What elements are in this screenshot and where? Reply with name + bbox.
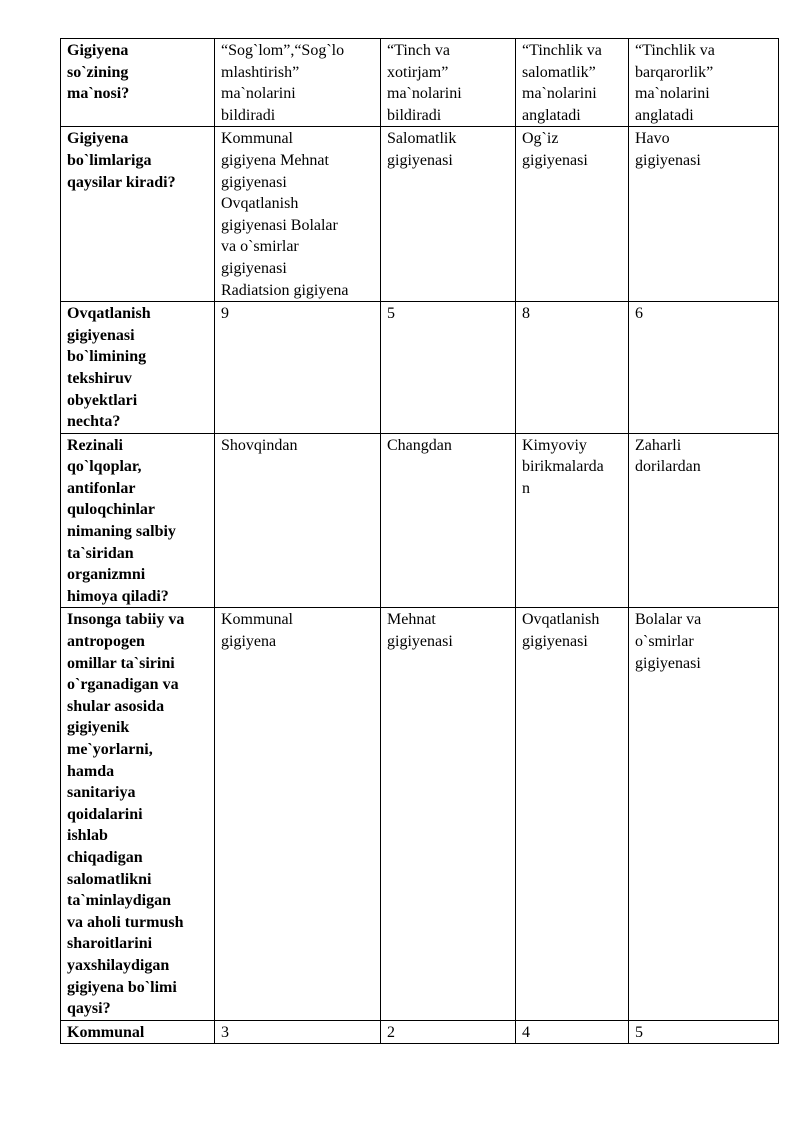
answer-text-line: “Tinch va [387,42,450,59]
question-text-line: ta`minlaydigan [67,892,172,910]
answer-text-line: Kommunal [221,130,293,148]
question-text-line: sanitariya [67,784,136,802]
answer-option-4-cell [629,433,779,608]
question-cell [61,608,215,1020]
answer-text-line: Radiatsion gigiyena [221,281,349,299]
answer-text-line: gigiyenasi [635,151,701,169]
quiz-table-body [61,39,779,1044]
question-text-line: himoya qiladi? [67,587,169,605]
question-text-line: me`yorlarni, [67,741,153,758]
answer-option-3-cell [516,39,629,127]
answer-option-3-cell [516,1020,629,1044]
answer-option-1-cell [215,608,381,1020]
question-text-line: antropogen [67,633,145,651]
answer-option-4-cell [629,302,779,434]
question-text-line: sharoitlarini [67,935,153,953]
question-cell [61,433,215,608]
question-text-line: gigiyenik [67,719,130,737]
answer-option-2-cell [381,608,516,1020]
question-cell [61,302,215,434]
answer-text-line: 5 [387,305,395,323]
answer-text-line: “Sog`lom”,“Sog`lo [221,42,345,59]
question-text-line: ishlab [67,827,108,845]
answer-option-1-cell [215,302,381,434]
question-cell [61,127,215,302]
answer-option-3-cell [516,127,629,302]
answer-text-line: anglatadi [635,106,694,124]
answer-text-line: “Tinchlik va [522,42,602,59]
question-text-line: bo`limining [67,348,147,366]
answer-text-line: Havo [635,130,670,148]
question-text-line: obyektlari [67,391,138,409]
question-text-line: hamda [67,762,115,780]
answer-text-line: 4 [522,1023,530,1041]
answer-option-1-cell [215,39,381,127]
question-text-line: salomatlikni [67,870,152,888]
table-row [61,1020,779,1044]
question-text-line: antifonlar [67,479,136,497]
answer-text-line: 2 [387,1023,395,1041]
answer-text-line: mlashtirish” [221,63,300,81]
question-text-line: ta`siridan [67,544,134,562]
question-text-line: gigiyena bo`limi [67,978,177,996]
answer-option-4-cell [629,127,779,302]
quiz-table [60,38,779,1044]
question-text-line: gigiyenasi [67,326,135,344]
answer-text-line: Bolalar va [635,611,702,629]
answer-option-1-cell [215,127,381,302]
question-text-line: yaxshilaydigan [67,956,170,974]
answer-text-line: Zaharli [635,436,682,454]
answer-option-4-cell [629,1020,779,1044]
answer-option-2-cell [381,1020,516,1044]
answer-text-line: barqarorlik” [635,63,714,81]
answer-text-line: gigiyenasi [387,151,453,169]
answer-text-line: gigiyena [221,633,277,651]
answer-text-line: Kimyoviy [522,436,587,454]
answer-text-line: gigiyenasi [635,654,701,672]
answer-text-line: Shovqindan [221,436,298,454]
answer-text-line: Changdan [387,436,452,454]
answer-text-line: ma`nolarini [635,85,710,103]
answer-text-line: birikmalarda [522,458,604,476]
answer-option-2-cell [381,127,516,302]
answer-option-1-cell [215,1020,381,1044]
answer-text-line: bildiradi [387,106,442,124]
answer-option-3-cell [516,433,629,608]
answer-text-line: gigiyenasi [221,173,287,191]
table-row [61,39,779,127]
question-text-line: tekshiruv [67,369,132,387]
answer-option-4-cell [629,608,779,1020]
answer-text-line: gigiyenasi Bolalar [221,216,338,234]
answer-text-line: 5 [635,1023,643,1041]
answer-text-line: n [522,479,530,497]
table-row [61,127,779,302]
answer-text-line: dorilardan [635,458,701,476]
question-text-line: organizmni [67,566,146,584]
question-text-line: quloqchinlar [67,501,156,519]
answer-text-line: gigiyena Mehnat [221,151,329,169]
answer-text-line: ma`nolarini [387,85,462,103]
question-text-line: Insonga tabiiy va [67,611,185,629]
answer-text-line: gigiyenasi [387,633,453,651]
answer-text-line: ma`nolarini [221,85,296,103]
answer-text-line: bildiradi [221,106,276,124]
question-text-line: Gigiyena [67,42,129,59]
answer-option-2-cell [381,302,516,434]
answer-option-2-cell [381,39,516,127]
question-text-line: omillar ta`sirini [67,654,175,672]
question-cell [61,1020,215,1044]
answer-text-line: 6 [635,305,643,323]
answer-text-line: Ovqatlanish [522,611,600,629]
answer-option-3-cell [516,608,629,1020]
answer-text-line: xotirjam” [387,63,449,81]
question-text-line: nimaning salbiy [67,523,176,541]
question-text-line: shular asosida [67,697,165,715]
table-row [61,608,779,1020]
table-row [61,433,779,608]
answer-text-line: o`smirlar [635,633,694,651]
table-row [61,302,779,434]
question-text-line: va aholi turmush [67,913,184,931]
answer-option-2-cell [381,433,516,608]
question-text-line: qaysilar kiradi? [67,173,176,191]
answer-text-line: 3 [221,1023,229,1041]
answer-option-4-cell [629,39,779,127]
answer-text-line: Ovqatlanish [221,195,299,213]
answer-text-line: gigiyenasi [522,151,588,169]
question-text-line: nechta? [67,413,121,431]
answer-text-line: va o`smirlar [221,238,299,256]
question-text-line: ma`nosi? [67,85,130,103]
answer-text-line: salomatlik” [522,63,596,81]
answer-text-line: Og`iz [522,130,559,148]
answer-text-line: ma`nolarini [522,85,597,103]
question-text-line: qoidalarini [67,805,143,823]
answer-text-line: anglatadi [522,106,581,124]
question-text-line: Ovqatlanish [67,305,151,323]
question-text-line: Kommunal [67,1023,145,1041]
question-text-line: qaysi? [67,1000,111,1018]
answer-text-line: “Tinchlik va [635,42,715,59]
question-text-line: Rezinali [67,436,123,454]
answer-text-line: 9 [221,305,229,323]
answer-option-1-cell [215,433,381,608]
answer-option-3-cell [516,302,629,434]
answer-text-line: gigiyenasi [221,259,287,277]
answer-text-line: Mehnat [387,611,436,629]
answer-text-line: Kommunal [221,611,293,629]
question-text-line: Gigiyena [67,130,129,148]
answer-text-line: Salomatlik [387,130,457,148]
question-text-line: o`rganadigan va [67,676,179,694]
answer-text-line: gigiyenasi [522,633,588,651]
question-text-line: so`zining [67,63,129,81]
question-text-line: bo`limlariga [67,151,152,169]
question-text-line: qo`lqoplar, [67,458,142,476]
question-text-line: chiqadigan [67,848,143,866]
answer-text-line: 8 [522,305,530,323]
question-cell [61,39,215,127]
